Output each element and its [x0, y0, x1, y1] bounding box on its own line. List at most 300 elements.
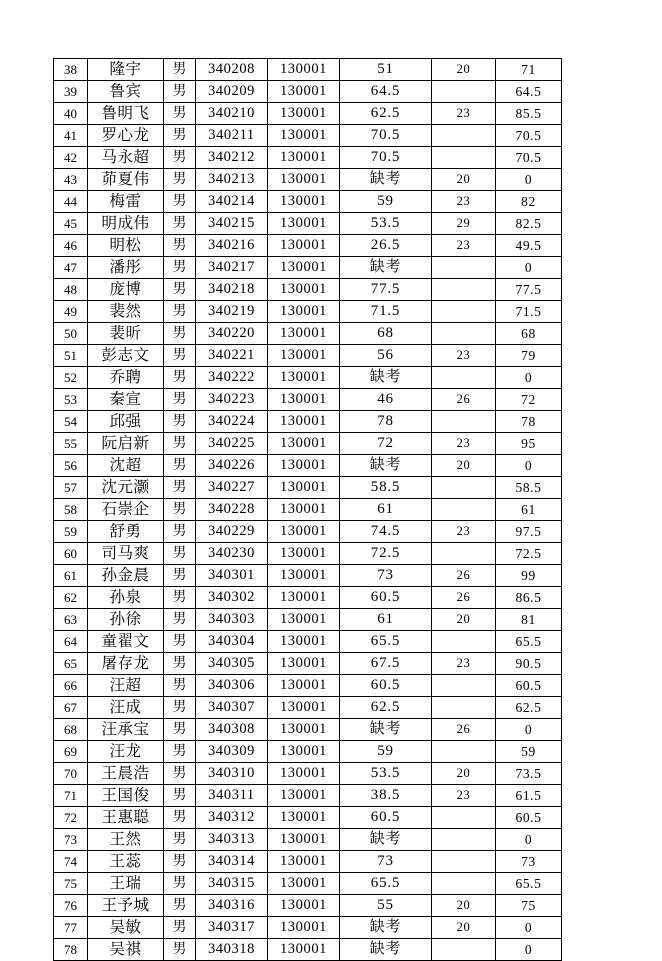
cell-written: 65.5	[340, 873, 432, 895]
table-row	[54, 609, 562, 631]
table-row	[54, 521, 562, 543]
cell-written: 60.5	[340, 587, 432, 609]
score-table	[53, 58, 562, 961]
cell-sex: 男	[164, 653, 196, 675]
cell-total: 0	[496, 367, 562, 389]
cell-post_code: 130001	[268, 873, 340, 895]
table-row	[54, 213, 562, 235]
cell-name: 庞博	[88, 279, 164, 301]
table-row	[54, 565, 562, 587]
cell-post_code: 130001	[268, 521, 340, 543]
cell-post_code: 130001	[268, 895, 340, 917]
cell-written: 缺考	[340, 719, 432, 741]
cell-total: 73.5	[496, 763, 562, 785]
cell-seq: 66	[54, 675, 88, 697]
cell-post_code: 130001	[268, 741, 340, 763]
cell-total: 85.5	[496, 103, 562, 125]
cell-seq: 54	[54, 411, 88, 433]
table-row	[54, 191, 562, 213]
cell-total: 81	[496, 609, 562, 631]
cell-sex: 男	[164, 499, 196, 521]
cell-post_code: 130001	[268, 235, 340, 257]
cell-total: 60.5	[496, 807, 562, 829]
cell-written: 61	[340, 499, 432, 521]
cell-seq: 44	[54, 191, 88, 213]
cell-exam_no: 340307	[196, 697, 268, 719]
cell-exam_no: 340210	[196, 103, 268, 125]
cell-post_code: 130001	[268, 389, 340, 411]
cell-exam_no: 340315	[196, 873, 268, 895]
cell-seq: 51	[54, 345, 88, 367]
cell-exam_no: 340313	[196, 829, 268, 851]
cell-bonus: 23	[432, 521, 496, 543]
cell-total: 90.5	[496, 653, 562, 675]
table-row	[54, 873, 562, 895]
cell-exam_no: 340308	[196, 719, 268, 741]
cell-name: 吴祺	[88, 939, 164, 961]
cell-total: 0	[496, 169, 562, 191]
cell-post_code: 130001	[268, 147, 340, 169]
cell-name: 裴昕	[88, 323, 164, 345]
cell-sex: 男	[164, 565, 196, 587]
cell-seq: 74	[54, 851, 88, 873]
cell-written: 74.5	[340, 521, 432, 543]
cell-name: 童翟文	[88, 631, 164, 653]
cell-post_code: 130001	[268, 763, 340, 785]
cell-seq: 72	[54, 807, 88, 829]
cell-exam_no: 340312	[196, 807, 268, 829]
cell-exam_no: 340217	[196, 257, 268, 279]
cell-exam_no: 340309	[196, 741, 268, 763]
cell-post_code: 130001	[268, 345, 340, 367]
cell-bonus	[432, 741, 496, 763]
cell-bonus: 23	[432, 103, 496, 125]
cell-exam_no: 340216	[196, 235, 268, 257]
cell-sex: 男	[164, 675, 196, 697]
table-row	[54, 939, 562, 961]
cell-sex: 男	[164, 455, 196, 477]
table-row	[54, 455, 562, 477]
cell-name: 王蕊	[88, 851, 164, 873]
cell-bonus: 20	[432, 917, 496, 939]
cell-total: 0	[496, 257, 562, 279]
cell-bonus: 20	[432, 763, 496, 785]
cell-seq: 76	[54, 895, 88, 917]
table-row	[54, 851, 562, 873]
cell-written: 53.5	[340, 213, 432, 235]
cell-post_code: 130001	[268, 565, 340, 587]
cell-exam_no: 340222	[196, 367, 268, 389]
cell-bonus	[432, 851, 496, 873]
cell-sex: 男	[164, 477, 196, 499]
cell-written: 缺考	[340, 455, 432, 477]
cell-sex: 男	[164, 785, 196, 807]
cell-total: 65.5	[496, 873, 562, 895]
cell-sex: 男	[164, 521, 196, 543]
cell-written: 缺考	[340, 367, 432, 389]
cell-written: 70.5	[340, 125, 432, 147]
cell-post_code: 130001	[268, 675, 340, 697]
cell-sex: 男	[164, 895, 196, 917]
table-row	[54, 411, 562, 433]
cell-bonus: 20	[432, 59, 496, 81]
cell-total: 61.5	[496, 785, 562, 807]
cell-seq: 70	[54, 763, 88, 785]
cell-bonus: 23	[432, 191, 496, 213]
cell-name: 鲁明飞	[88, 103, 164, 125]
table-row	[54, 279, 562, 301]
cell-written: 60.5	[340, 807, 432, 829]
table-row	[54, 125, 562, 147]
table-row	[54, 103, 562, 125]
cell-exam_no: 340212	[196, 147, 268, 169]
cell-name: 乔聘	[88, 367, 164, 389]
cell-sex: 男	[164, 213, 196, 235]
cell-written: 73	[340, 851, 432, 873]
cell-post_code: 130001	[268, 125, 340, 147]
cell-written: 64.5	[340, 81, 432, 103]
cell-post_code: 130001	[268, 103, 340, 125]
table-row	[54, 169, 562, 191]
cell-name: 汪超	[88, 675, 164, 697]
cell-bonus	[432, 939, 496, 961]
cell-sex: 男	[164, 279, 196, 301]
cell-seq: 63	[54, 609, 88, 631]
cell-written: 70.5	[340, 147, 432, 169]
cell-written: 73	[340, 565, 432, 587]
cell-bonus	[432, 323, 496, 345]
table-row	[54, 257, 562, 279]
cell-total: 0	[496, 917, 562, 939]
cell-seq: 59	[54, 521, 88, 543]
cell-name: 吴敏	[88, 917, 164, 939]
cell-total: 61	[496, 499, 562, 521]
cell-exam_no: 340208	[196, 59, 268, 81]
cell-seq: 71	[54, 785, 88, 807]
cell-sex: 男	[164, 873, 196, 895]
cell-total: 0	[496, 455, 562, 477]
cell-written: 67.5	[340, 653, 432, 675]
cell-sex: 男	[164, 169, 196, 191]
cell-written: 60.5	[340, 675, 432, 697]
cell-bonus	[432, 499, 496, 521]
cell-sex: 男	[164, 345, 196, 367]
cell-name: 茆夏伟	[88, 169, 164, 191]
cell-post_code: 130001	[268, 499, 340, 521]
cell-total: 70.5	[496, 125, 562, 147]
cell-total: 79	[496, 345, 562, 367]
table-row	[54, 587, 562, 609]
cell-total: 64.5	[496, 81, 562, 103]
cell-name: 沈元灏	[88, 477, 164, 499]
cell-bonus	[432, 125, 496, 147]
cell-total: 78	[496, 411, 562, 433]
cell-sex: 男	[164, 147, 196, 169]
cell-seq: 50	[54, 323, 88, 345]
cell-name: 王瑞	[88, 873, 164, 895]
cell-name: 王然	[88, 829, 164, 851]
cell-sex: 男	[164, 763, 196, 785]
cell-sex: 男	[164, 191, 196, 213]
cell-post_code: 130001	[268, 939, 340, 961]
cell-post_code: 130001	[268, 851, 340, 873]
table-row	[54, 763, 562, 785]
cell-seq: 65	[54, 653, 88, 675]
cell-exam_no: 340218	[196, 279, 268, 301]
cell-seq: 40	[54, 103, 88, 125]
cell-exam_no: 340305	[196, 653, 268, 675]
cell-name: 马永超	[88, 147, 164, 169]
table-row	[54, 235, 562, 257]
cell-post_code: 130001	[268, 917, 340, 939]
cell-total: 0	[496, 829, 562, 851]
cell-sex: 男	[164, 257, 196, 279]
cell-total: 72	[496, 389, 562, 411]
cell-sex: 男	[164, 367, 196, 389]
cell-sex: 男	[164, 125, 196, 147]
cell-bonus	[432, 543, 496, 565]
score-table-container	[53, 58, 561, 961]
cell-exam_no: 340302	[196, 587, 268, 609]
cell-sex: 男	[164, 323, 196, 345]
table-row	[54, 345, 562, 367]
cell-post_code: 130001	[268, 169, 340, 191]
cell-post_code: 130001	[268, 807, 340, 829]
cell-bonus	[432, 829, 496, 851]
cell-name: 隆宇	[88, 59, 164, 81]
cell-name: 汪承宝	[88, 719, 164, 741]
cell-exam_no: 340223	[196, 389, 268, 411]
cell-exam_no: 340213	[196, 169, 268, 191]
cell-written: 缺考	[340, 257, 432, 279]
cell-total: 71	[496, 59, 562, 81]
cell-bonus	[432, 873, 496, 895]
cell-exam_no: 340314	[196, 851, 268, 873]
cell-post_code: 130001	[268, 191, 340, 213]
cell-post_code: 130001	[268, 697, 340, 719]
cell-total: 60.5	[496, 675, 562, 697]
cell-name: 石崇企	[88, 499, 164, 521]
cell-bonus: 23	[432, 235, 496, 257]
cell-post_code: 130001	[268, 279, 340, 301]
cell-post_code: 130001	[268, 543, 340, 565]
cell-name: 明松	[88, 235, 164, 257]
cell-sex: 男	[164, 917, 196, 939]
cell-written: 59	[340, 191, 432, 213]
cell-seq: 56	[54, 455, 88, 477]
cell-seq: 67	[54, 697, 88, 719]
cell-sex: 男	[164, 59, 196, 81]
cell-seq: 47	[54, 257, 88, 279]
cell-post_code: 130001	[268, 323, 340, 345]
cell-post_code: 130001	[268, 653, 340, 675]
cell-bonus: 26	[432, 587, 496, 609]
cell-exam_no: 340311	[196, 785, 268, 807]
cell-total: 59	[496, 741, 562, 763]
cell-name: 沈超	[88, 455, 164, 477]
cell-seq: 61	[54, 565, 88, 587]
cell-post_code: 130001	[268, 631, 340, 653]
table-row	[54, 895, 562, 917]
cell-total: 82	[496, 191, 562, 213]
cell-seq: 41	[54, 125, 88, 147]
cell-post_code: 130001	[268, 587, 340, 609]
cell-bonus	[432, 279, 496, 301]
cell-name: 屠存龙	[88, 653, 164, 675]
cell-exam_no: 340229	[196, 521, 268, 543]
table-row	[54, 829, 562, 851]
cell-name: 王国俊	[88, 785, 164, 807]
cell-seq: 53	[54, 389, 88, 411]
cell-written: 51	[340, 59, 432, 81]
cell-seq: 55	[54, 433, 88, 455]
cell-exam_no: 340316	[196, 895, 268, 917]
cell-total: 58.5	[496, 477, 562, 499]
cell-bonus	[432, 807, 496, 829]
cell-bonus	[432, 257, 496, 279]
cell-sex: 男	[164, 807, 196, 829]
cell-name: 王晨浩	[88, 763, 164, 785]
cell-bonus: 23	[432, 433, 496, 455]
score-table-body	[54, 59, 562, 961]
cell-name: 王惠聪	[88, 807, 164, 829]
cell-bonus	[432, 81, 496, 103]
cell-name: 梅雷	[88, 191, 164, 213]
cell-total: 71.5	[496, 301, 562, 323]
cell-seq: 46	[54, 235, 88, 257]
cell-name: 秦宣	[88, 389, 164, 411]
cell-post_code: 130001	[268, 719, 340, 741]
cell-bonus: 20	[432, 895, 496, 917]
cell-bonus	[432, 411, 496, 433]
cell-exam_no: 340224	[196, 411, 268, 433]
cell-post_code: 130001	[268, 301, 340, 323]
cell-sex: 男	[164, 741, 196, 763]
cell-bonus: 26	[432, 565, 496, 587]
cell-total: 62.5	[496, 697, 562, 719]
cell-total: 97.5	[496, 521, 562, 543]
cell-written: 26.5	[340, 235, 432, 257]
cell-exam_no: 340227	[196, 477, 268, 499]
table-row	[54, 543, 562, 565]
cell-bonus: 23	[432, 653, 496, 675]
table-row	[54, 367, 562, 389]
cell-bonus	[432, 675, 496, 697]
cell-exam_no: 340304	[196, 631, 268, 653]
table-row	[54, 477, 562, 499]
cell-exam_no: 340215	[196, 213, 268, 235]
cell-post_code: 130001	[268, 829, 340, 851]
cell-written: 46	[340, 389, 432, 411]
cell-name: 舒勇	[88, 521, 164, 543]
cell-seq: 58	[54, 499, 88, 521]
cell-sex: 男	[164, 939, 196, 961]
cell-name: 汪龙	[88, 741, 164, 763]
cell-seq: 60	[54, 543, 88, 565]
table-row	[54, 741, 562, 763]
cell-written: 58.5	[340, 477, 432, 499]
table-row	[54, 719, 562, 741]
cell-seq: 69	[54, 741, 88, 763]
table-row	[54, 917, 562, 939]
cell-total: 82.5	[496, 213, 562, 235]
cell-post_code: 130001	[268, 257, 340, 279]
cell-exam_no: 340226	[196, 455, 268, 477]
cell-written: 缺考	[340, 829, 432, 851]
cell-name: 彭志文	[88, 345, 164, 367]
cell-sex: 男	[164, 609, 196, 631]
cell-written: 62.5	[340, 697, 432, 719]
cell-post_code: 130001	[268, 455, 340, 477]
table-row	[54, 301, 562, 323]
cell-name: 明成伟	[88, 213, 164, 235]
cell-sex: 男	[164, 851, 196, 873]
cell-post_code: 130001	[268, 213, 340, 235]
table-row	[54, 807, 562, 829]
table-row	[54, 631, 562, 653]
cell-total: 0	[496, 719, 562, 741]
table-row	[54, 81, 562, 103]
cell-total: 75	[496, 895, 562, 917]
cell-sex: 男	[164, 697, 196, 719]
cell-name: 司马爽	[88, 543, 164, 565]
cell-written: 62.5	[340, 103, 432, 125]
cell-exam_no: 340228	[196, 499, 268, 521]
cell-sex: 男	[164, 631, 196, 653]
cell-seq: 42	[54, 147, 88, 169]
table-row	[54, 323, 562, 345]
cell-written: 72.5	[340, 543, 432, 565]
cell-exam_no: 340214	[196, 191, 268, 213]
cell-total: 65.5	[496, 631, 562, 653]
cell-written: 78	[340, 411, 432, 433]
cell-written: 72	[340, 433, 432, 455]
cell-seq: 68	[54, 719, 88, 741]
cell-post_code: 130001	[268, 367, 340, 389]
cell-sex: 男	[164, 235, 196, 257]
cell-name: 阮启新	[88, 433, 164, 455]
cell-name: 裴然	[88, 301, 164, 323]
cell-bonus	[432, 367, 496, 389]
cell-name: 潘彤	[88, 257, 164, 279]
cell-bonus: 23	[432, 785, 496, 807]
table-row	[54, 389, 562, 411]
table-row	[54, 653, 562, 675]
cell-exam_no: 340318	[196, 939, 268, 961]
cell-written: 53.5	[340, 763, 432, 785]
cell-written: 56	[340, 345, 432, 367]
cell-bonus	[432, 301, 496, 323]
cell-seq: 73	[54, 829, 88, 851]
cell-total: 77.5	[496, 279, 562, 301]
cell-sex: 男	[164, 301, 196, 323]
table-row	[54, 697, 562, 719]
cell-total: 99	[496, 565, 562, 587]
cell-written: 61	[340, 609, 432, 631]
cell-seq: 48	[54, 279, 88, 301]
cell-bonus	[432, 477, 496, 499]
cell-total: 86.5	[496, 587, 562, 609]
cell-name: 王予城	[88, 895, 164, 917]
cell-name: 鲁宾	[88, 81, 164, 103]
table-row	[54, 675, 562, 697]
cell-sex: 男	[164, 103, 196, 125]
cell-written: 38.5	[340, 785, 432, 807]
cell-post_code: 130001	[268, 59, 340, 81]
cell-sex: 男	[164, 829, 196, 851]
cell-seq: 45	[54, 213, 88, 235]
cell-written: 71.5	[340, 301, 432, 323]
